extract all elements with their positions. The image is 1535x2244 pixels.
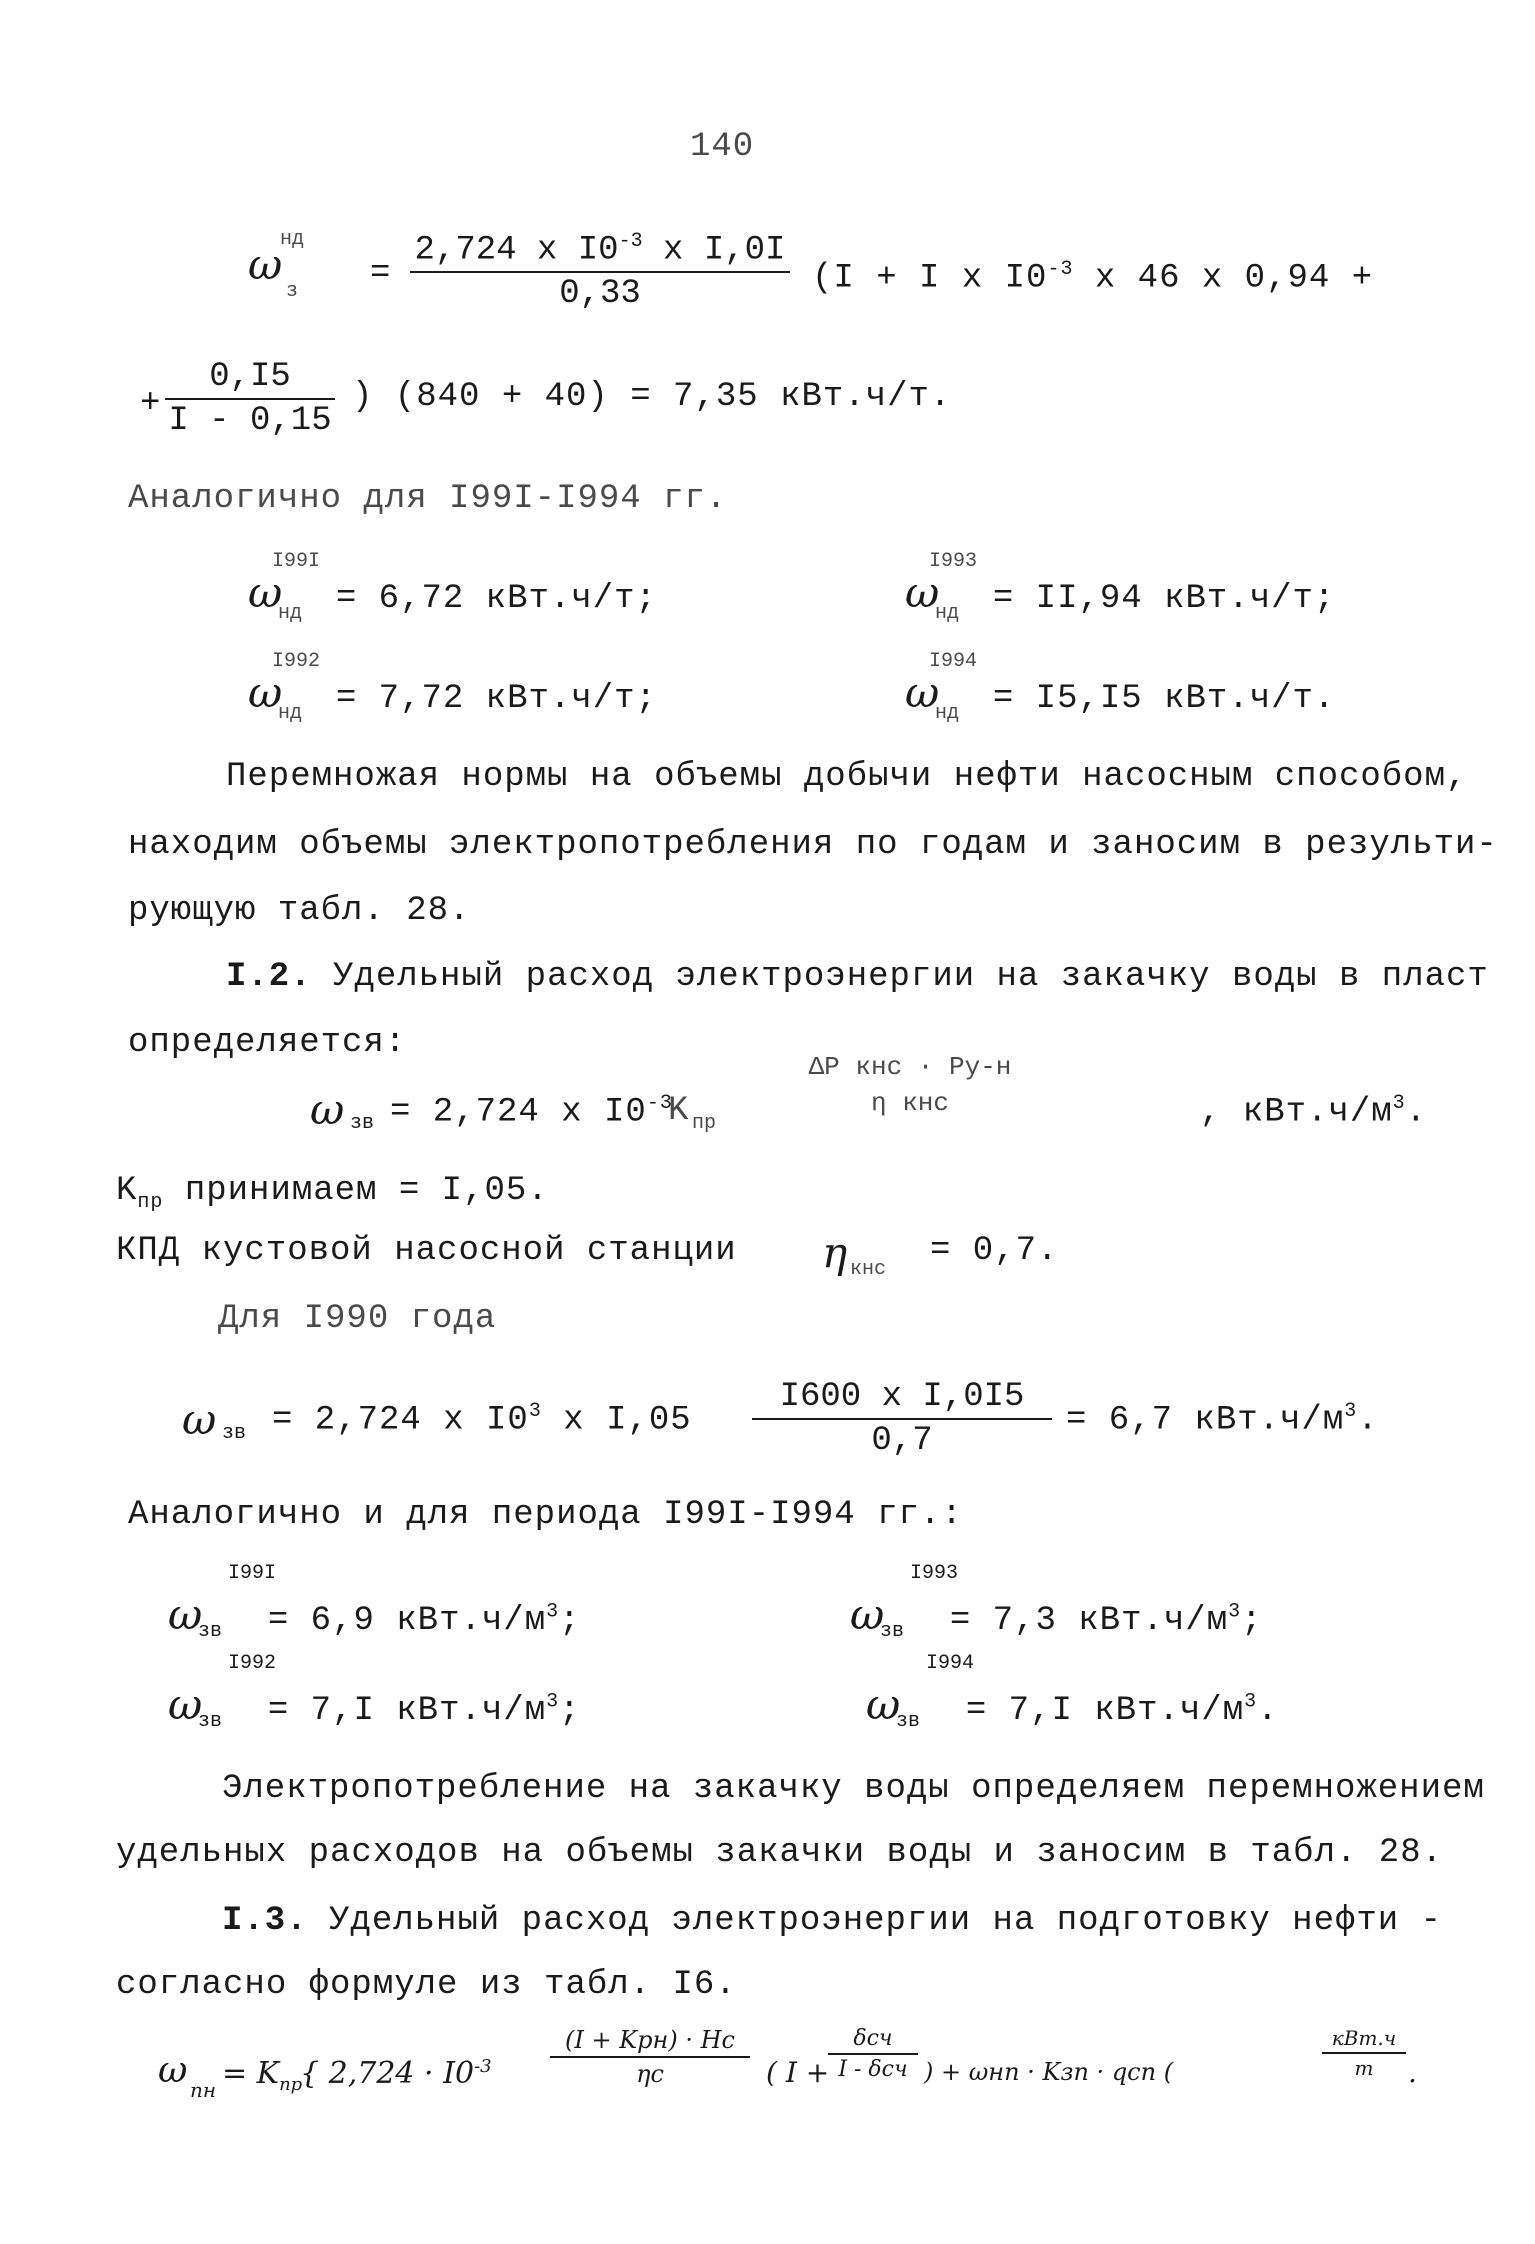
result-1993 (905, 550, 1336, 625)
formula4-rest: ) + ωнп · Kзп · qсп ( (924, 2058, 1174, 2086)
section-line: согласно формуле из табл. I6. (116, 1966, 737, 2004)
omega-symbol: ω (850, 1590, 885, 1639)
k-symbol: K (668, 1092, 690, 1130)
formula4-mid: ( I + (766, 2056, 830, 2089)
omega-subscript: зв (198, 1620, 223, 1643)
formula4-units-denominator: т (1354, 2056, 1374, 2080)
paragraph-line: рующую табл. 28. (128, 892, 471, 930)
analog-line-2: Аналогично и для периода I99I-I994 гг.: (128, 1496, 963, 1534)
kpd-value: = 0,7. (930, 1232, 1059, 1270)
year-label: I993 (910, 1562, 959, 1585)
formula4-end: . (1408, 2056, 1417, 2089)
paragraph-line: удельных расходов на объемы закачки воды и заносим в табл. 28. (116, 1834, 1444, 1872)
omega-subscript: зв (222, 1422, 247, 1445)
result-1994 (905, 650, 1336, 725)
year-label: I994 (926, 1652, 975, 1675)
omega-symbol: ω (248, 240, 283, 289)
paragraph-line: Перемножая нормы на объемы добычи нефти насосным способом, (226, 758, 1468, 796)
formula3-rhs: = 2,724 x $I0^3$ x I,05 (272, 1400, 692, 1440)
eq1-fraction (410, 230, 790, 313)
eq1-numerator: 2,724 x $I0^{-3}$ x I,0I (414, 230, 786, 270)
formula4-k: = $K_{пр}$ (222, 2056, 303, 2095)
paragraph-line: Электропотребление на закачку воды определяем перемножением (222, 1770, 1485, 1808)
eta-symbol: η (822, 1228, 848, 1277)
result-1992 (248, 650, 657, 725)
result-1991 (248, 550, 657, 625)
plus-sign: + (140, 385, 162, 423)
year-label: I99I (228, 1562, 277, 1585)
result-1993 (850, 1562, 1263, 1643)
formula4-fraction-2 (828, 2026, 918, 2082)
omega-subscript: зв (880, 1620, 905, 1643)
omega-symbol: ω (310, 1085, 345, 1134)
paragraph-line: находим объемы электропотребления по годам и заносим в результи- (128, 826, 1498, 864)
year-label: I993 (929, 550, 978, 573)
kpr-line: $K_{пр}$ принимаем = I,05. (116, 1172, 549, 1214)
omega-superscript: нд (280, 228, 305, 251)
eq1-cont-fraction (165, 358, 335, 440)
formula3-fraction (752, 1378, 1052, 1460)
result-value: = 6,72 кВт.ч/т; (335, 580, 657, 618)
formula4-fraction (550, 2026, 750, 2088)
analog-line-1: Аналогично для I99I-I994 гг. (128, 480, 728, 518)
omega-subscript: зв (350, 1112, 375, 1135)
omega-symbol: ω (248, 568, 283, 617)
formula2-units: , $кВт.ч/м^3$. (1200, 1092, 1428, 1132)
omega-symbol: ω (168, 1680, 203, 1729)
omega-symbol: ω (248, 668, 283, 717)
formula4-units-numerator: кВт.ч (1331, 2026, 1397, 2050)
eq1-cont-rest: ) (840 + 40) = 7,35 кВт.ч/т. (352, 378, 952, 416)
omega-subscript: нд (935, 602, 960, 625)
section-heading: I.3. Удельный расход электроэнергии на подготовку нефти - (222, 1902, 1443, 1940)
result-value: = 7,I $кВт.ч/м^3$; (267, 1690, 581, 1730)
eq1-cont-numerator: 0,I5 (209, 358, 291, 396)
equals-sign: = (370, 255, 392, 293)
formula4-numerator: (I + Kрн) · Нс (565, 2026, 735, 2054)
eq1-tail: (I + I x $I0^{-3}$ x 46 x 0,94 + (812, 258, 1374, 298)
formula4-frac2-numerator: δсч (853, 2026, 893, 2051)
omega-subscript: нд (278, 602, 303, 625)
result-value: = II,94 кВт.ч/т; (992, 580, 1336, 618)
kpd-label: КПД кустовой насосной станции (116, 1232, 737, 1270)
omega-symbol: ω (866, 1680, 901, 1729)
formula4-brace: { $2,724 \cdot I0^{-3}$ (300, 2056, 492, 2091)
result-value: = 7,3 $кВт.ч/м^3$; (949, 1600, 1263, 1640)
formula4-units (1322, 2026, 1406, 2080)
omega-symbol: ω (158, 2050, 188, 2091)
omega-subscript: з (286, 280, 299, 303)
omega-subscript: зв (896, 1710, 921, 1733)
year-label: I994 (929, 650, 978, 673)
formula3-denominator: 0,7 (871, 1422, 933, 1460)
formula2-denominator: η кнс (870, 1088, 949, 1118)
formula4-denominator: ηс (636, 2060, 664, 2088)
k-subscript: пр (692, 1112, 717, 1135)
section-heading: I.2. Удельный расход электроэнергии на закачку воды в пласт (226, 958, 1489, 996)
omega-subscript: нд (278, 702, 303, 725)
formula3-numerator: I600 x I,0I5 (779, 1378, 1025, 1416)
result-1994 (866, 1652, 1279, 1733)
omega-symbol: ω (168, 1590, 203, 1639)
omega-symbol: ω (905, 668, 940, 717)
result-value: = 6,9 $кВт.ч/м^3$; (267, 1600, 581, 1640)
omega-subscript: пн (190, 2078, 217, 2102)
formula2-fraction (760, 1052, 1060, 1118)
omega-symbol: ω (905, 568, 940, 617)
year-1990-label: Для I990 года (218, 1300, 497, 1338)
page-number: 140 (690, 128, 755, 166)
formula2-numerator: ΔP кнс · Pу-н (808, 1052, 1012, 1082)
omega-subscript: зв (198, 1710, 223, 1733)
year-label: I992 (272, 650, 321, 673)
formula3-result: = 6,7 $кВт.ч/м^3$. (1066, 1400, 1379, 1440)
eta-subscript: кнс (850, 1258, 887, 1281)
result-1992 (168, 1652, 581, 1733)
omega-subscript: нд (935, 702, 960, 725)
year-label: I99I (272, 550, 321, 573)
result-value: = 7,72 кВт.ч/т; (335, 680, 657, 718)
result-value: = 7,I $кВт.ч/м^3$. (965, 1690, 1279, 1730)
eq1-denominator: 0,33 (559, 275, 641, 314)
year-label: I992 (228, 1652, 277, 1675)
result-value: = I5,I5 кВт.ч/т. (992, 680, 1336, 718)
omega-symbol: ω (182, 1395, 217, 1444)
result-1991 (168, 1562, 581, 1643)
eq1-cont-denominator: I - 0,15 (168, 402, 332, 440)
formula4-frac2-denominator: I - δсч (838, 2057, 908, 2082)
section-line: определяется: (128, 1024, 407, 1062)
formula2-rhs: = 2,724 x $I0^{-3}$ (390, 1092, 673, 1132)
